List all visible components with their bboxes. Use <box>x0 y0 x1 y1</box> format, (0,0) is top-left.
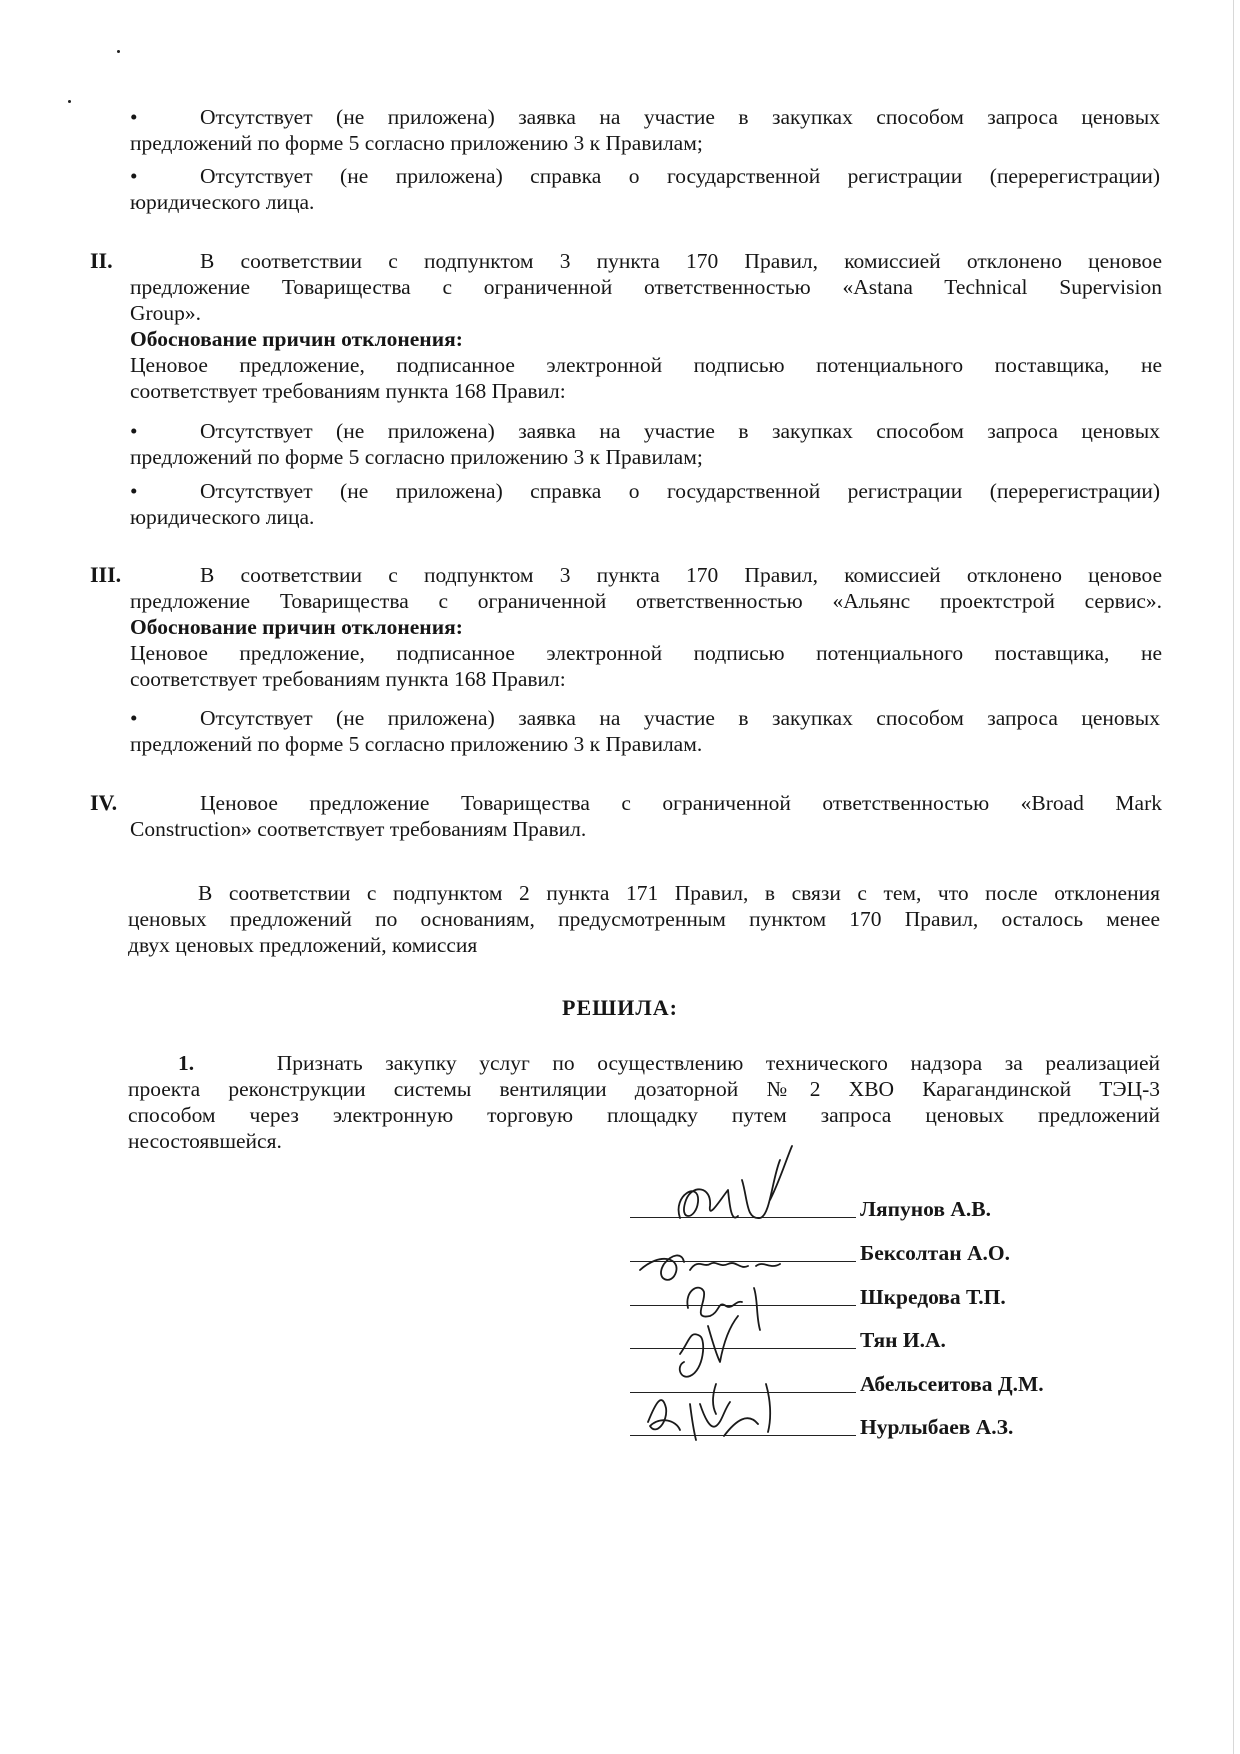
bullet-icon: • <box>130 419 138 443</box>
bullet-item: • Отсутствует (не приложена) справка о государственной регистрации (перерегистрации) юридического лица. <box>130 479 1160 529</box>
signature-1 <box>679 1146 792 1218</box>
scan-speck <box>117 50 120 53</box>
bullet-icon: • <box>130 479 138 503</box>
signature-5 <box>648 1384 770 1440</box>
bullet-icon: • <box>130 105 138 129</box>
signature-3 <box>687 1288 760 1330</box>
signature-2 <box>640 1255 780 1279</box>
bullet-item: • Отсутствует (не приложена) справка о государственной регистрации (перерегистрации) юридического лица. <box>130 164 1160 214</box>
decision-heading: РЕШИЛА: <box>562 995 678 1020</box>
signatory-name: Бексолтан А.О. <box>860 1241 1011 1265</box>
scan-edge <box>1233 0 1234 1754</box>
bullet-item: • Отсутствует (не приложена) заявка на участие в закупках способом запроса ценовых предложений по форме 5 согласно приложению 3 к Правилам. <box>130 706 1160 756</box>
bullet-item: • Отсутствует (не приложена) заявка на участие в закупках способом запроса ценовых предложений по форме 5 согласно приложению 3 к Правилам; <box>130 105 1160 155</box>
signatory-name: Абельсеитова Д.М. <box>860 1372 1044 1396</box>
reason-title: Обоснование причин отклонения: <box>130 327 463 351</box>
section-4: IV. Ценовое предложение Товарищества с ограниченной ответственностью «Broad Mark Construction» соответствует требованиям Правил. <box>90 790 1162 841</box>
section-number: II. <box>90 248 113 273</box>
reason-title: Обоснование причин отклонения: <box>130 615 463 639</box>
bullet-icon: • <box>130 706 138 730</box>
signature-4 <box>680 1316 738 1414</box>
bullet-item: • Отсутствует (не приложена) заявка на участие в закупках способом запроса ценовых предложений по форме 5 согласно приложению 3 к Правилам; <box>130 419 1160 469</box>
section-number: III. <box>90 562 122 587</box>
scan-speck <box>68 100 71 103</box>
signatory-name: Шкредова Т.П. <box>860 1285 1006 1309</box>
section-3: III. В соответствии с подпунктом 3 пункта 170 Правил, комиссией отклонено ценовое предложение Товарищества с ограниченной ответственностью «Альянс проектстрой сервис». Обоснование причин отклонения: Ценовое предложение, подписанное электронной подписью потенциального поставщика, не соответствует требованиям пункта 168 Правил: <box>90 562 1162 691</box>
signatory-name: Ляпунов А.В. <box>860 1197 991 1221</box>
signatory-name: Нурлыбаев А.З. <box>860 1415 1014 1439</box>
bullet-icon: • <box>130 164 138 188</box>
section-2: II. В соответствии с подпунктом 3 пункта 170 Правил, комиссией отклонено ценовое предложение Товарищества с ограниченной ответственностью «Astana Technical Supervision Group». Обоснование причин отклонения: Ценовое предложение, подписанное электронной подписью потенциального поставщика, не соответствует требованиям пункта 168 Правил: <box>90 248 1162 403</box>
section-number: IV. <box>90 790 118 815</box>
signatory-name: Тян И.А. <box>860 1328 946 1352</box>
conclusion-paragraph: В соответствии с подпунктом 2 пункта 171 Правил, в связи с тем, что после отклонения ценовых предложений по основаниям, предусмотренным пунктом 170 Правил, осталось менее двух ценовых предложений, комиссия <box>128 881 1160 957</box>
decision-number: 1. <box>178 1051 195 1075</box>
handwritten-signatures <box>620 1140 880 1460</box>
decision-item: 1. Признать закупку услуг по осуществлению технического надзора за реализацией проекта реконструкции системы вентиляции дозаторной №2 ХВО Карагандинской ТЭЦ-3 способом через электронную торговую площадку путем запроса ценовых предложений несостоявшейся. <box>128 1051 1160 1153</box>
